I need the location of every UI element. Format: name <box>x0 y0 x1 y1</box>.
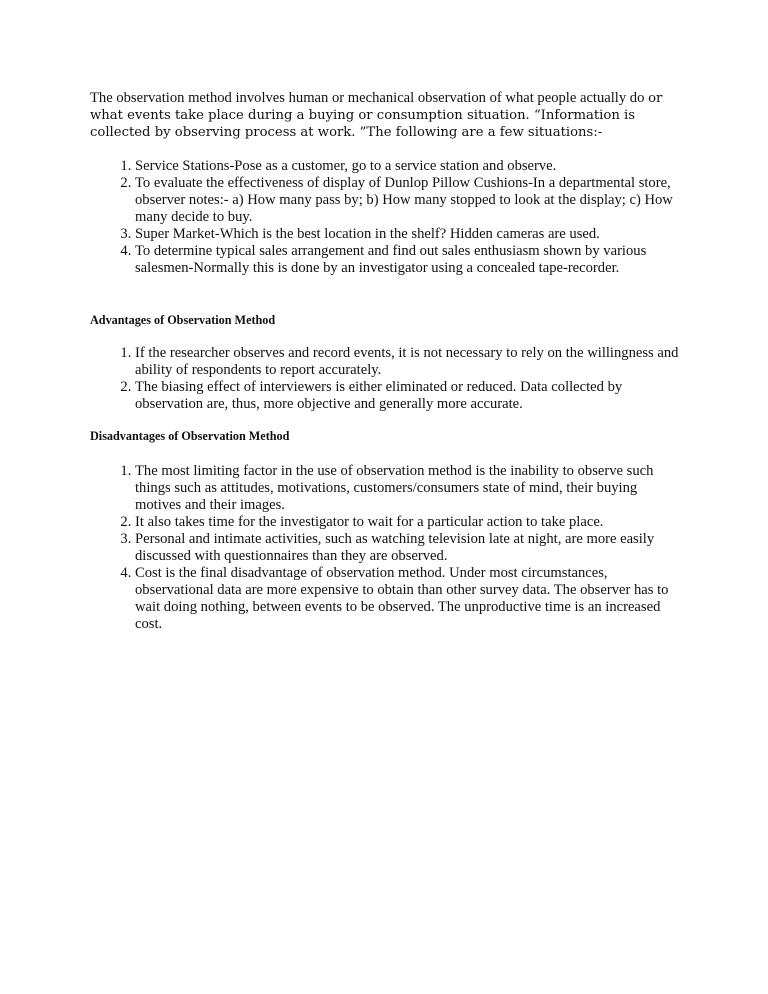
advantages-heading: Advantages of Observation Method <box>90 313 276 327</box>
list-item: 3. Personal and intimate activities, such as watching television late at night, are more easily discussed with questionnaires than they are observed. <box>135 531 680 565</box>
intro-paragraph <box>90 90 680 141</box>
list-item: 1. Service Stations-Pose as a customer, go to a service station and observe. <box>135 158 680 175</box>
list-item: 2. It also takes time for the investigator to wait for a particular action to take place. <box>135 514 680 531</box>
advantages-list <box>90 345 680 413</box>
list-item: 4. To determine typical sales arrangement and find out sales enthusiasm shown by various salesmen-Normally this is done by an investigator using a concealed tape-recorder. <box>135 243 680 277</box>
situations-list <box>90 158 680 277</box>
intro-line-1: The observation method involves human or mechanical observation of what people actually do <box>90 90 645 106</box>
list-item: 1. If the researcher observes and record events, it is not necessary to rely on the willingness and ability of respondents to report accurately. <box>135 345 680 379</box>
document-page <box>90 90 680 633</box>
list-item: 3. Super Market-Which is the best location in the shelf? Hidden cameras are used. <box>135 226 680 243</box>
intro-rest: or what events take place during a buying or consumption situation. “Information is collected by observing process at work. ”The following are a few situations:- <box>90 91 663 140</box>
list-item: 4. Cost is the final disadvantage of observation method. Under most circumstances, observational data are more expensive to obtain than other survey data. The observer has to wait doing nothing, between events to be observed. The unproductive time is an increased cost. <box>135 565 680 633</box>
list-item: 1. The most limiting factor in the use of observation method is the inability to observe such things such as attitudes, motivations, customers/consumers state of mind, their buying motives and their images. <box>135 463 680 514</box>
list-item: 2. The biasing effect of interviewers is either eliminated or reduced. Data collected by observation are, thus, more objective and generally more accurate. <box>135 379 680 413</box>
list-item: 2. To evaluate the effectiveness of display of Dunlop Pillow Cushions-In a departmental store, observer notes:- a) How many pass by; b) How many stopped to look at the display; c) How many decide to buy. <box>135 175 680 226</box>
disadvantages-heading: Disadvantages of Observation Method <box>90 429 290 443</box>
disadvantages-list <box>90 463 680 633</box>
